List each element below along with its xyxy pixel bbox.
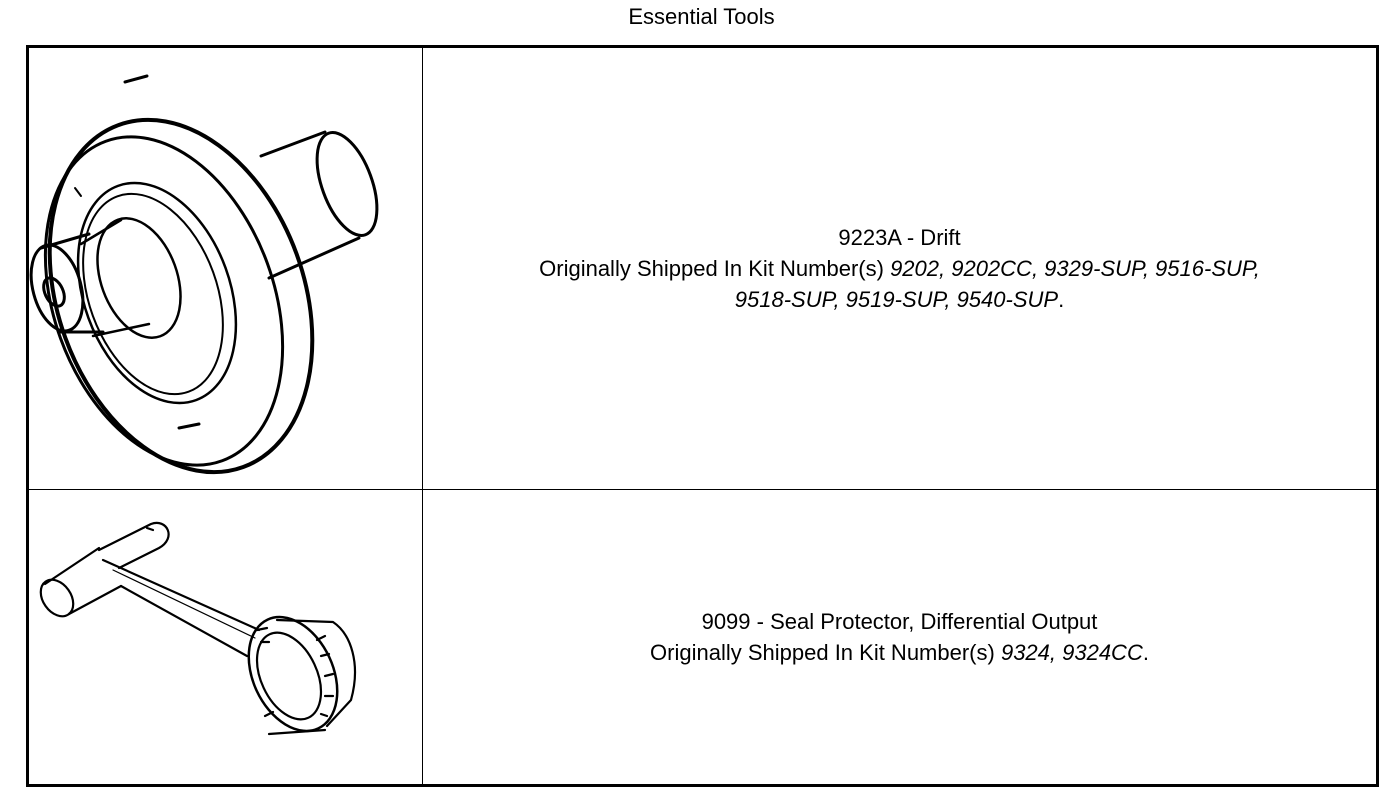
- kit-numbers-line: [735, 284, 1064, 315]
- kit-suffix: .: [1142, 640, 1149, 665]
- tool-image-cell: [29, 48, 423, 489]
- table-row: [29, 489, 1376, 784]
- kit-numbers: 9518-SUP, 9519-SUP, 9540-SUP: [734, 287, 1059, 312]
- tool-description-cell: [423, 48, 1376, 489]
- kit-suffix: .: [1058, 287, 1065, 312]
- kit-numbers-line: [539, 253, 1260, 284]
- drift-tool-icon: [29, 48, 423, 488]
- tool-image-cell: [29, 490, 423, 784]
- tool-name: 9223A - Drift: [838, 225, 961, 250]
- kit-numbers-line: [650, 637, 1149, 668]
- table-row: [29, 48, 1376, 489]
- tool-description-cell: [423, 490, 1376, 784]
- kit-label: Originally Shipped In Kit Number(s): [650, 640, 1001, 665]
- seal-protector-tool-icon: [29, 490, 423, 784]
- kit-label: Originally Shipped In Kit Number(s): [539, 256, 891, 281]
- kit-numbers: 9202, 9202CC, 9329-SUP, 9516-SUP,: [890, 256, 1260, 281]
- tool-name: 9099 - Seal Protector, Differential Output: [701, 609, 1098, 634]
- tools-table: [26, 45, 1379, 787]
- page-title: Essential Tools: [628, 4, 775, 29]
- kit-numbers: 9324, 9324CC: [1000, 640, 1143, 665]
